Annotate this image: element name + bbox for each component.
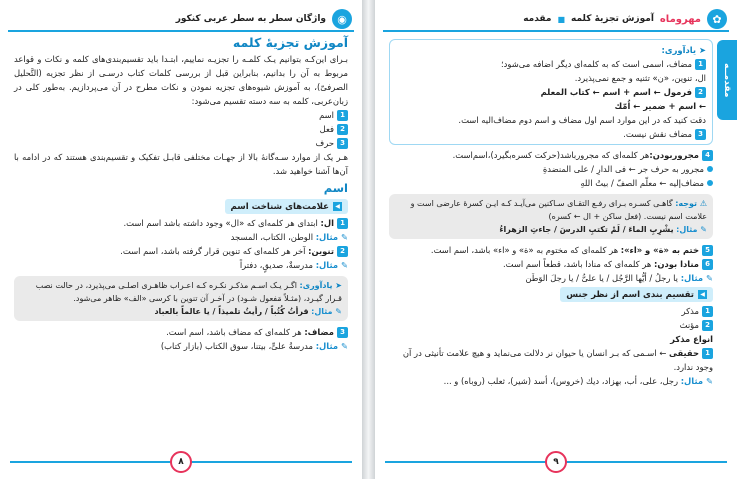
type-item: 3حرف	[14, 136, 348, 150]
page-number: ۹	[545, 451, 567, 473]
after-types-paragraph: هـر یک از موارد سـه‌گانهٔ بالا از جهـات مختلفی قابـل تفکیک و تقسیم‌بندی هستند که در ادامه با آن‌ها آشنا خواهید شد.	[14, 152, 348, 176]
sign-item: 2تنوین: آخر هر کلمه‌ای که تنوین قرار گرفته باشد، اسم است.	[14, 244, 348, 258]
triangle-icon: ◀	[698, 290, 707, 299]
left-page	[0, 0, 362, 479]
chapter-side-tab: مقدمــه	[717, 40, 737, 120]
signs-section-bar: ◀ علامت‌های شناخت اسم	[225, 199, 348, 214]
example-line: ✎ مثال: مدرسةٌ، صدیقٍ، دفتراً	[239, 260, 348, 270]
example-icon: ✎	[338, 232, 348, 242]
gender-section-bar: ◀ تقسیم بندی اسم از نظر جنس	[560, 287, 713, 302]
example-icon: ✎	[332, 307, 342, 316]
left-header-title: واژگان سطر به سطر عربی کنکور	[175, 14, 326, 24]
sign-item: 3مضاف: هر کلمه‌ای که مضاف باشد، اسم است.	[14, 325, 348, 339]
sign-item: 6منادا بودن: هر کلمه‌ای که منادا باشد، قطعاً اسم است.	[389, 257, 713, 271]
send-icon: ➤	[696, 45, 706, 55]
example-line: ✎ مثال: یا رجلُ / أیُّها الرَّجُل / یا علیُّ / یا رجلَ الوَطَن	[525, 273, 713, 283]
breadcrumb-sub: آموزش تجزیهٔ کلمه	[571, 14, 654, 24]
sign-item: 4مجروربودن:هر کلمه‌ای که مجرورباشد(حرکت کسره‌بگیرد)،اسم‌است.	[389, 148, 713, 162]
example-icon: ✎	[703, 376, 713, 386]
send-icon: ➤	[332, 281, 342, 290]
gender-item: 1مذکر	[389, 304, 713, 318]
sign-item: 1ال: ابتدای هر کلمه‌ای که «ال» وجود داشته باشد اسم است.	[14, 216, 348, 230]
example-icon: ✎	[703, 273, 713, 283]
right-content	[389, 36, 713, 388]
breadcrumb-separator-icon: ■	[557, 14, 566, 24]
page-number: ۸	[170, 451, 192, 473]
example-icon: ✎	[338, 260, 348, 270]
right-header	[385, 8, 727, 30]
brand-name: مهروماه	[659, 13, 701, 25]
header-divider	[383, 30, 729, 32]
header-divider	[8, 30, 354, 32]
sign-item: 5ختم به «ة» و «اء»: هر کلمه‌ای که مختوم به «ة» و «اء» باشد، اسم است.	[389, 243, 713, 257]
example-line: ✎ مثال: الوطن، الکتاب، المسجد	[230, 232, 348, 242]
sub-item: مضاف‌إلیه ← معلّم الصفّ / بیتُ اللهِ	[389, 176, 713, 190]
intro-paragraph: بـرای این‌کـه بتوانیم یـک کلمـه را تجزیـه نماییم، ابتـدا باید تقسیم‌بندی‌های کلمه و نکات و قواعد مربوط به آن را بدانیم، بنابراین قبل از بررسی کلمات کتاب درسـی از نظر تجزیه (التَّحلیل الصرفیّ)، به آموزش شیوه‌های تجزیه نمودن و نکات مطرح در آن می‌پردازیم. به‌طور کلی در زبان‌عربی، کلمه به سه دسته تقسیم می‌شود:	[14, 54, 348, 106]
reminder-box: ➤ یادآوری: 1مضاف، اسمی است که به کلمه‌ای دیگر اضافه می‌شود؛ ال، تنوین، «ن» تثنیه و جمع نمی‌پذیرد. 2فرمول ← اسم + اسم ← کتاب المعلم ← اسم + ضمیر ← اُمّك دقت کنید که در این موارد اسم اول مضاف و اسم دوم مضاف‌الیه است. 3مضاف نقش نیست.	[389, 39, 713, 145]
example-icon: ✎	[338, 341, 348, 351]
example-icon: ✎	[697, 225, 707, 234]
example-line: ✎ مثال: رجل، علی، أب، بهزاد، دیك (خروس)، أسد (شیر)، ثعلب (روباه) و ...	[443, 376, 713, 386]
book-gutter	[362, 0, 375, 479]
book-logo-icon: ◉	[332, 9, 352, 29]
sub-item: مجرور به حرف جر ← فی الدارِ / علی المنضدةِ	[389, 162, 713, 176]
masc-types-heading: انواع مذکر	[670, 334, 713, 344]
brand-logo-icon: ✿	[707, 9, 727, 29]
type-item: 2فعل	[14, 122, 348, 136]
breadcrumb-main: مقدمه	[523, 14, 552, 24]
example-line: ✎ مثال: مدرسةُ علیٍّ، بیتنا، سوق الکتاب (بازار کتاب)	[160, 341, 348, 351]
gender-item: 2مؤنث	[389, 318, 713, 332]
left-header	[10, 8, 352, 30]
reminder-box: ➤ یادآوری: اگـر یـک اسـم مذکـر نکـره کـه اعـراب ظاهـری اصلـی می‌پذیرد، در حالت نصب قـرار گیـرد، (مثـلاً مَفعول شـود) در آخـر آن تنوین با کرسی «الف» ظاهر می‌شود. ✎ مثال: قرأتُ کُتُباً / رأیتُ تلمیذاً / یا عالماً بالعباد	[14, 276, 348, 321]
triangle-icon: ◀	[333, 202, 342, 211]
section-heading: اسم	[323, 181, 348, 195]
type-item: 1اسم	[14, 108, 348, 122]
right-page	[375, 0, 737, 479]
warning-box: ⚠ توجه: گاهـی کسـره بـرای رفـع التقـای سـاکنین می‌آیـد کـه ایـن کسرهٔ عارضی است و علامت اسم نیست. (فعل ساکن + ال ← کسره) ✎ مثال: یشْرِبِ الماءَ / لَمْ تکتبِ الدرسَ / جاءتِ الزهراءُ	[389, 194, 713, 239]
warning-icon: ⚠	[697, 199, 707, 208]
left-content	[14, 36, 348, 353]
page-title: آموزش تجزیهٔ کلمه	[232, 35, 348, 50]
masc-item: 1حقیقی ← اسـمی که بـر انسان یا حیوان نر دلالت می‌نماید و هیچ علامت تأنیثی در آن وجود ندارد.	[402, 348, 713, 372]
